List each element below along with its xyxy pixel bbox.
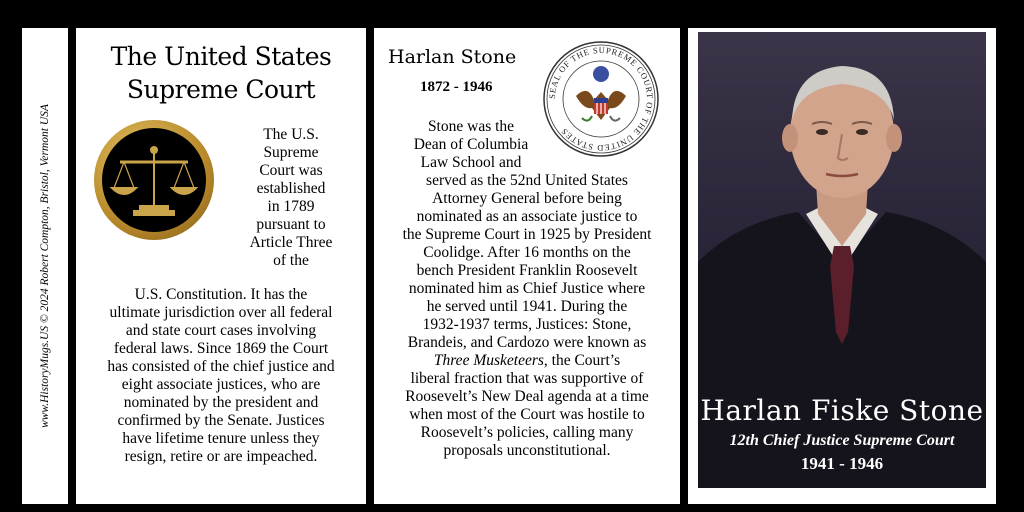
bio-text-line: Dean of Columbia xyxy=(413,136,529,153)
portrait-panel xyxy=(688,28,996,504)
credit-strip xyxy=(22,28,68,504)
portrait-caption-name: Harlan Fiske Stone xyxy=(700,394,984,427)
bio-text-line: liberal fraction that was supportive of xyxy=(410,370,644,387)
court-text-line: of the xyxy=(273,252,309,269)
court-text-line: Court was xyxy=(259,162,323,179)
bio-text-line: served as the 52nd United States xyxy=(426,172,628,189)
bio-text-line: 1932-1937 terms, Justices: Stone, xyxy=(422,316,632,333)
bio-name: Harlan Stone xyxy=(388,46,517,68)
court-text-line: The U.S. xyxy=(263,126,319,143)
court-text-line: established xyxy=(256,180,326,197)
copyright-credit: www.HistoryMugs.US © 2024 Robert Compton, Bristol, Vermont USA xyxy=(39,104,51,428)
bio-text-line-with-italic: Three Musketeers, the Court’s xyxy=(433,352,621,369)
bio-text-line: Attorney General before being xyxy=(432,190,622,207)
portrait-image xyxy=(698,32,986,488)
court-text-line: have lifetime tenure unless they xyxy=(122,430,320,447)
bio-text-line: Brandeis, and Cardozo were known as xyxy=(407,334,647,351)
supreme-court-seal-icon xyxy=(542,40,660,158)
court-text-line: pursuant to xyxy=(256,216,326,233)
scales-of-justice-icon xyxy=(94,120,214,240)
bio-text-line: he served until 1941. During the xyxy=(426,298,628,315)
court-text-line: ultimate jurisdiction over all federal xyxy=(109,304,333,321)
bio-dates: 1872 - 1946 xyxy=(420,79,493,95)
bio-text-line: Roosevelt’s policies, calling many xyxy=(420,424,634,441)
court-text-line: U.S. Constitution. It has the xyxy=(134,286,308,303)
bio-text-line: Coolidge. After 16 months on the xyxy=(423,244,631,261)
portrait-caption-role: 12th Chief Justice Supreme Court xyxy=(729,432,955,449)
bio-text-line: Stone was the xyxy=(427,118,515,135)
portrait-caption-dates: 1941 - 1946 xyxy=(800,454,884,473)
bio-text-line: bench President Franklin Roosevelt xyxy=(416,262,638,279)
court-text-line: Article Three xyxy=(249,234,333,251)
court-text-line: federal laws. Since 1869 the Court xyxy=(113,340,329,357)
court-text-line: in 1789 xyxy=(267,198,315,215)
bio-text-line: Law School and xyxy=(420,154,522,171)
biography-panel xyxy=(374,28,680,504)
court-text-line: and state court cases involving xyxy=(125,322,317,339)
bio-text-line: the Supreme Court in 1925 by President xyxy=(402,226,652,243)
court-title-line2: Supreme Court xyxy=(126,75,316,104)
bio-text-line: Roosevelt’s New Deal agenda at a time xyxy=(405,388,649,405)
court-panel xyxy=(76,28,366,504)
bio-text-line: nominated as an associate justice to xyxy=(416,208,638,225)
bio-text-line: proposals unconstitutional. xyxy=(443,442,611,459)
court-text-line: confirmed by the Senate. Justices xyxy=(117,412,325,429)
bio-text-fragment: the Court’s xyxy=(551,352,621,369)
seal-text: SEAL OF THE SUPREME COURT OF THE UNITED STATES xyxy=(546,44,656,154)
italic-phrase: Three Musketeers xyxy=(433,352,544,369)
court-title-line1: The United States xyxy=(110,42,332,71)
bio-text-line: when most of the Court was hostile to xyxy=(409,406,645,423)
court-text-line: eight associate justices, who are xyxy=(121,376,321,393)
bio-text-line: nominated him as Chief Justice where xyxy=(408,280,646,297)
court-text-line: nominated by the president and xyxy=(123,394,319,411)
court-text-line: resign, retire or are impeached. xyxy=(124,448,318,465)
court-text-line: Supreme xyxy=(263,144,319,161)
court-text-line: has consisted of the chief justice and xyxy=(107,358,335,375)
